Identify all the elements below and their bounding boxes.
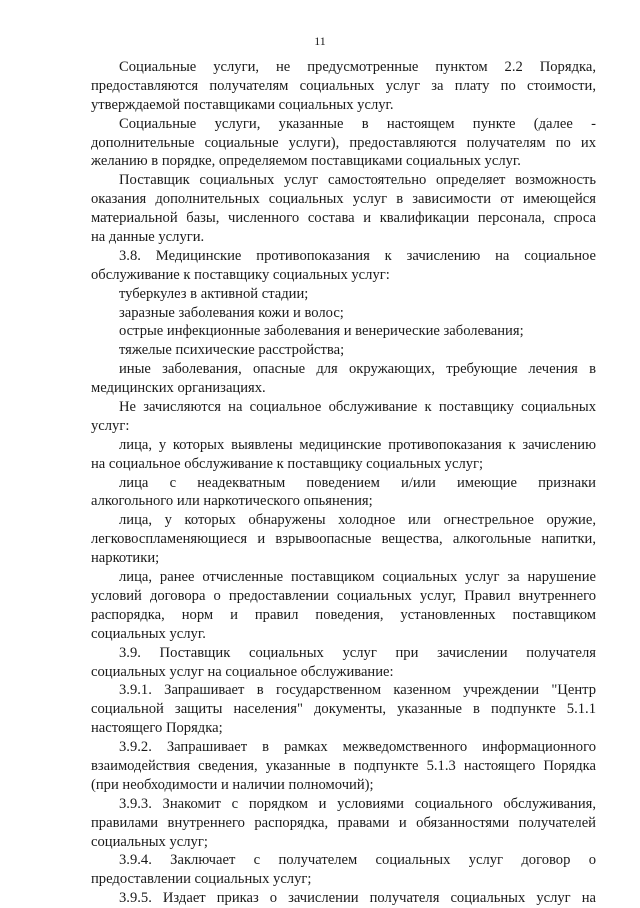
text-line: наркотики; [91,550,160,567]
text-line: материальной базы, численного состава и квалификации персонала, спроса [91,210,596,227]
text-line: условий договора о предоставлении социальных услуг, Правил внутреннего [91,587,596,604]
text-line: настоящего Порядка; [91,720,223,737]
text-line: утверждаемой поставщиками социальных услуг. [91,96,394,113]
text-line: лица, у которых обнаружены холодное или огнестрельное оружие, [119,512,596,529]
page-number: 11 [314,34,326,48]
text-line: на данные услуги. [91,229,205,246]
text-line: 3.9.3. Знакомит с порядком и условиями социального обслуживания, [119,795,596,812]
text-line: 3.9.2. Запрашивает в рамках межведомственного информационного [119,739,596,756]
text-line: острые инфекционные заболевания и венерические заболевания; [119,323,524,340]
document-body [91,58,596,908]
text-line: иные заболевания, опасные для окружающих, требующие лечения в [119,361,596,378]
text-line: на социальное обслуживание к поставщику социальных услуг; [91,455,484,472]
text-line: социальных услуг; [91,833,208,850]
text-line: взаимодействия сведения, указанные в подпункте 5.1.3 настоящего Порядка [91,757,596,774]
text-line: алкогольного или наркотического опьянения; [91,493,373,510]
text-line: легковоспламеняющиеся и взрывоопасные вещества, алкогольные напитки, [91,531,596,548]
text-line: Социальные услуги, не предусмотренные пунктом 2.2 Порядка, [119,59,596,75]
text-line: лица, ранее отчисленные поставщиком социальных услуг за нарушение [119,569,596,586]
text-line: тяжелые психические расстройства; [119,342,345,359]
text-line: лица с неадекватным поведением и/или имеющие признаки [119,474,596,491]
text-line: медицинских организациях. [91,380,266,397]
text-line: обслуживание к поставщику социальных услуг: [91,266,390,283]
text-line: оказания дополнительных социальных услуг в зависимости от имеющейся [91,191,596,208]
text-line: Не зачисляются на социальное обслуживание к поставщику социальных [119,399,596,416]
text-line: правилами внутреннего распорядка, правами и обязанностями получателей [91,814,596,831]
text-line: Поставщик социальных услуг самостоятельно определяет возможность [119,172,596,189]
text-line: предоставляются получателям социальных услуг за плату по стоимости, [91,77,596,94]
text-line: туберкулез в активной стадии; [119,285,309,302]
text-line: 3.9.4. Заключает с получателем социальных услуг договор о [119,852,596,869]
text-line: (при необходимости и наличии полномочий); [91,776,374,793]
text-line: заразные заболевания кожи и волос; [119,304,344,321]
text-line: социальных услуг. [91,625,206,642]
text-line: 3.9. Поставщик социальных услуг при зачислении получателя [119,644,596,661]
text-line: социальной защиты населения" документы, указанные в подпункте 5.1.1 [91,701,596,718]
text-line: 3.9.5. Издает приказ о зачислении получателя социальных услуг на [119,890,596,907]
text-line: 3.8. Медицинские противопоказания к зачислению на социальное [119,247,596,264]
text-line: дополнительные социальные услуги), предоставляются получателям по их [91,134,596,151]
text-line: социальных услуг на социальное обслуживание: [91,663,394,680]
text-line: Социальные услуги, указанные в настоящем пункте (далее - [119,115,596,132]
text-line: желанию в порядке, определяемом поставщиками социальных услуг. [91,153,521,170]
text-line: услуг: [91,417,130,434]
text-line: распорядка, норм и правил поведения, установленных поставщиком [91,606,596,623]
text-line: предоставлении социальных услуг; [91,871,312,888]
text-line: лица, у которых выявлены медицинские противопоказания к зачислению [119,436,596,453]
text-line: 3.9.1. Запрашивает в государственном казенном учреждении "Центр [119,682,596,699]
